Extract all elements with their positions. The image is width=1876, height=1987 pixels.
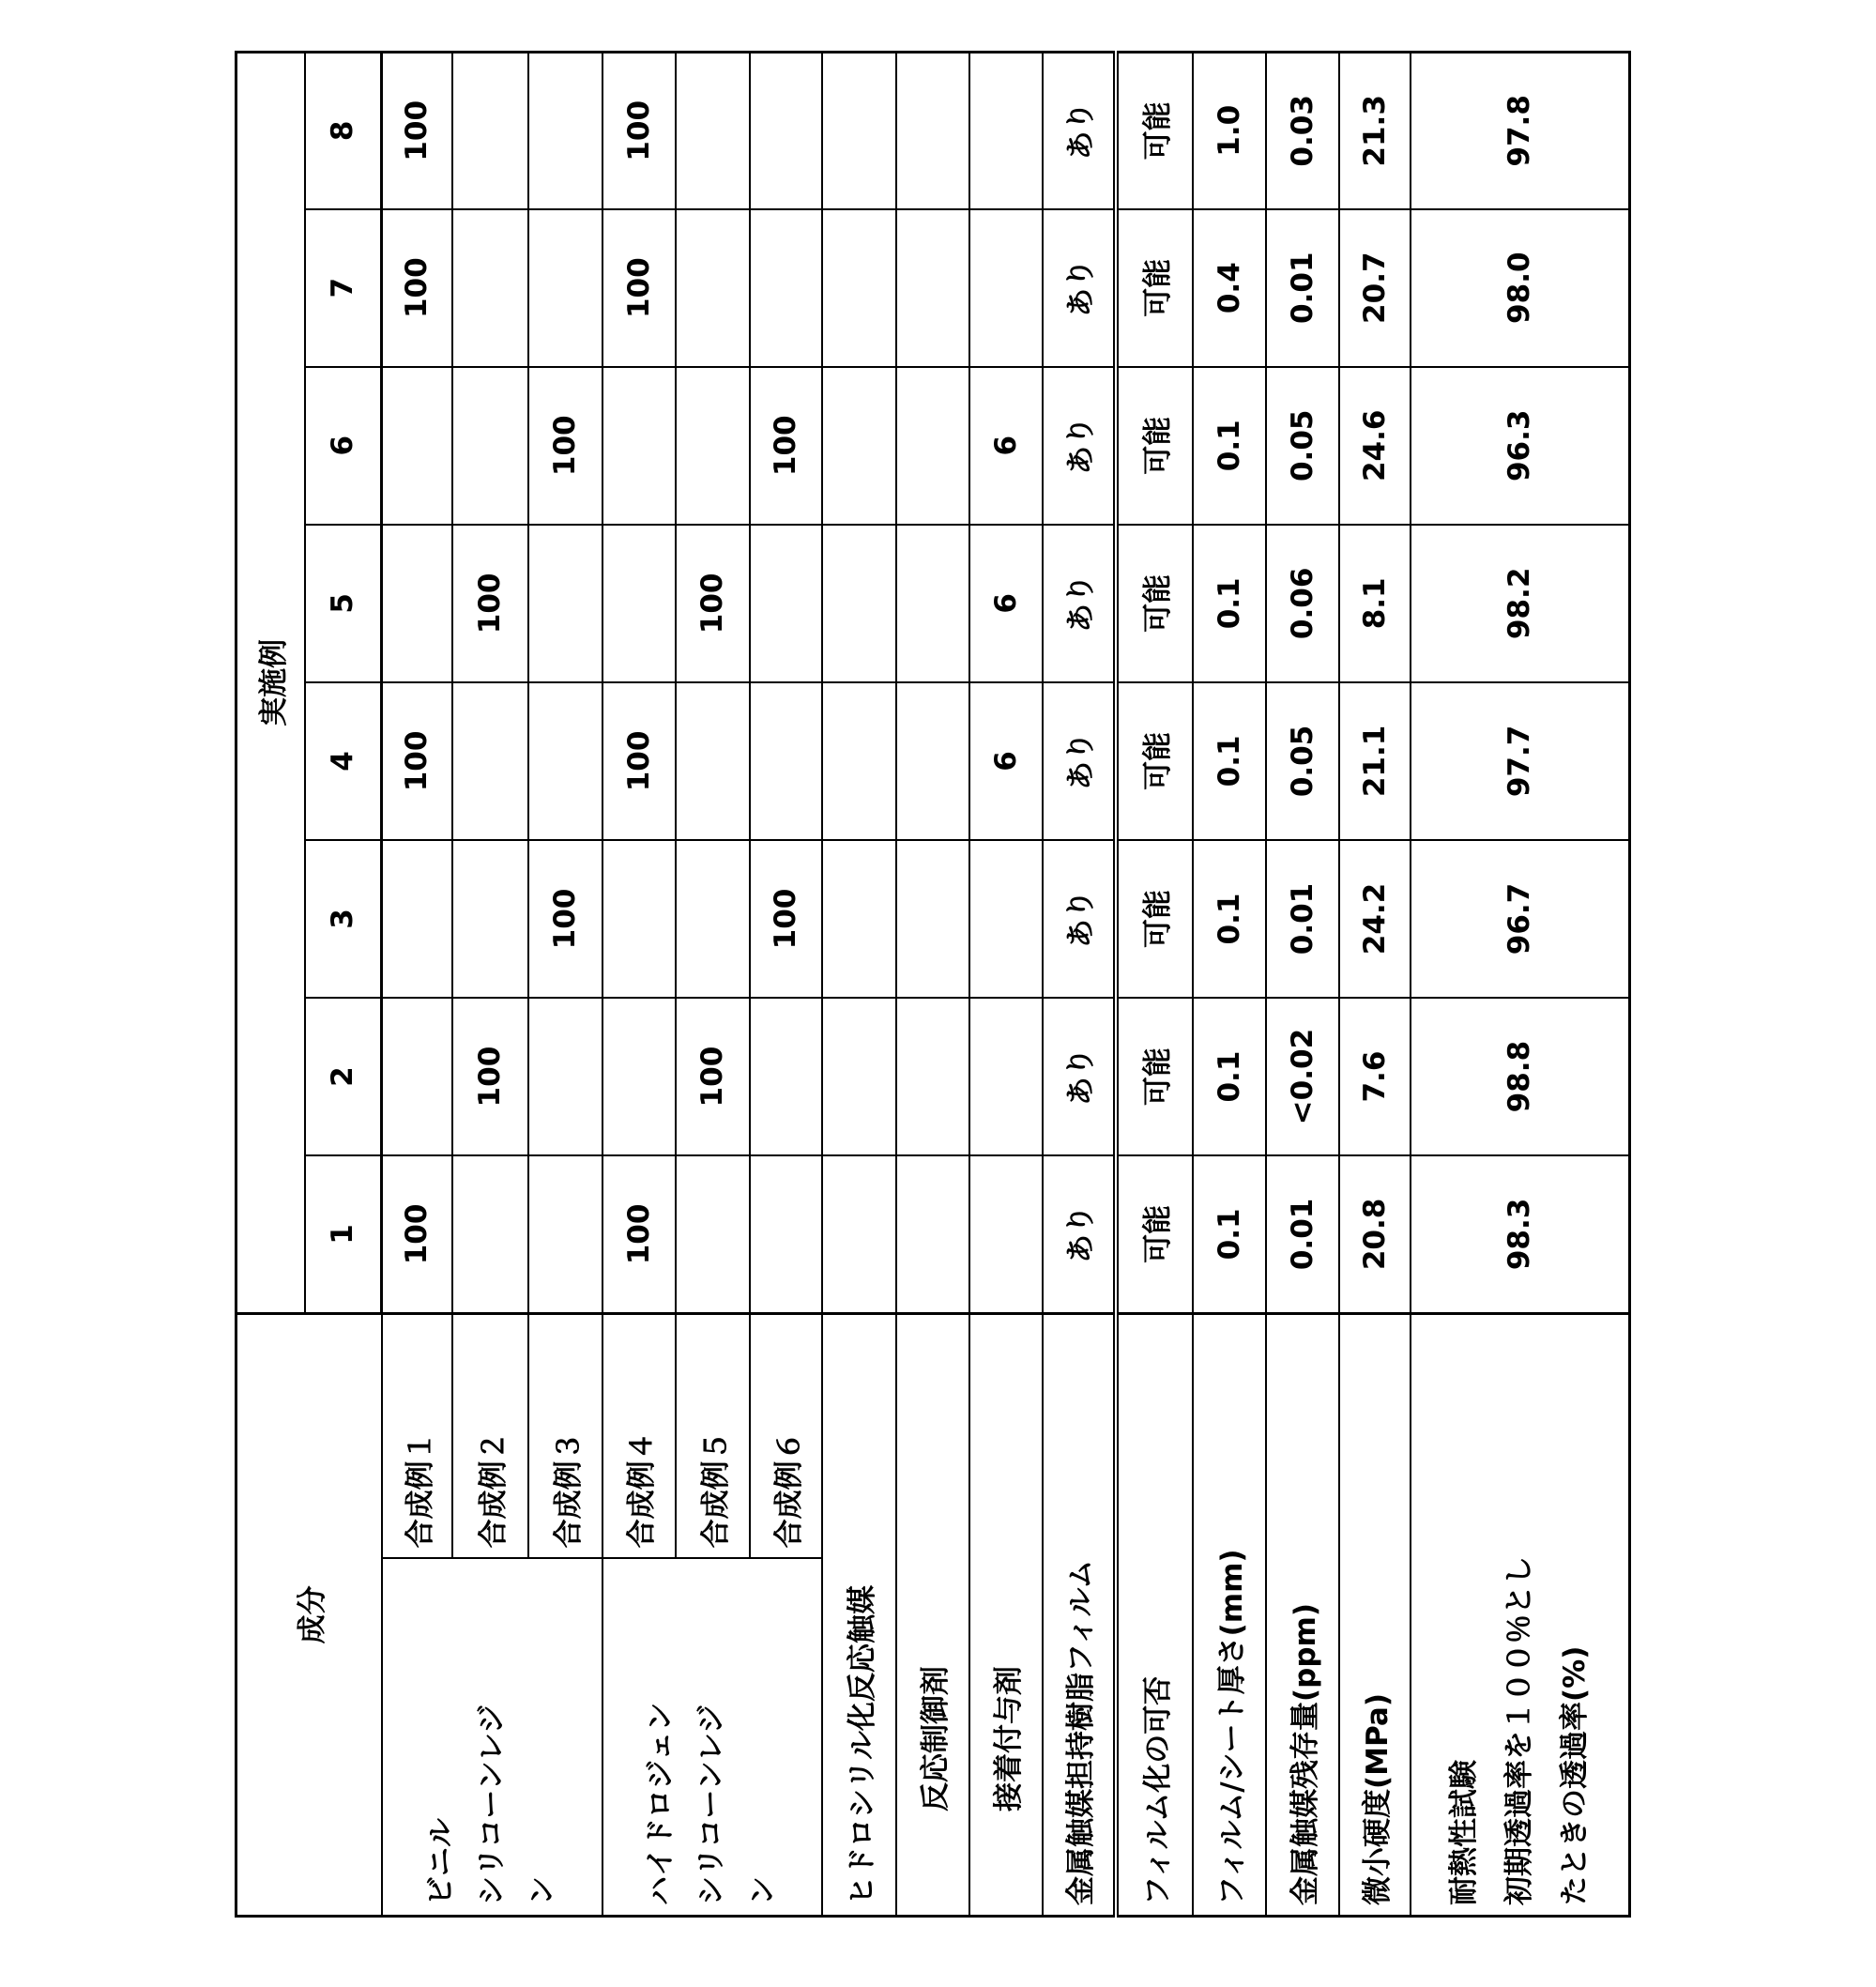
value-cell-example-1: 20.8 bbox=[1339, 1155, 1411, 1313]
value-cell-example-6: 可能 bbox=[1116, 367, 1193, 525]
row-label: 金属触媒担持樹脂フィルム bbox=[1043, 1313, 1116, 1916]
value-cell-example-4 bbox=[528, 682, 602, 840]
value-cell-example-2 bbox=[896, 998, 969, 1155]
value-cell-example-2: <0.02 bbox=[1266, 998, 1339, 1155]
row-label: フィルム/シート厚さ(mm) bbox=[1193, 1313, 1266, 1916]
value-cell-example-3 bbox=[969, 840, 1043, 998]
value-cell-example-3 bbox=[676, 840, 750, 998]
value-cell-example-2: あり bbox=[1043, 998, 1116, 1155]
value-cell-example-4: 21.1 bbox=[1339, 682, 1411, 840]
table-row bbox=[382, 53, 452, 1917]
value-cell-example-8: 97.8 bbox=[1411, 53, 1630, 209]
row-label: 耐熱性試験 初期透過率を１００％とし たときの透過率(%) bbox=[1411, 1313, 1630, 1916]
value-cell-example-7 bbox=[452, 209, 528, 367]
value-cell-example-4: あり bbox=[1043, 682, 1116, 840]
row-label: 合成例４ bbox=[602, 1313, 676, 1558]
value-cell-example-4: 97.7 bbox=[1411, 682, 1630, 840]
value-cell-example-2: 100 bbox=[452, 998, 528, 1155]
value-cell-example-8: 1.0 bbox=[1193, 53, 1266, 209]
value-cell-example-7 bbox=[676, 209, 750, 367]
value-cell-example-1 bbox=[676, 1155, 750, 1313]
value-cell-example-7 bbox=[528, 209, 602, 367]
value-cell-example-8 bbox=[528, 53, 602, 209]
value-cell-example-3: 100 bbox=[750, 840, 822, 998]
row-label: 合成例６ bbox=[750, 1313, 822, 1558]
value-cell-example-5: 0.06 bbox=[1266, 525, 1339, 682]
value-cell-example-3: 0.1 bbox=[1193, 840, 1266, 998]
header-row-1 bbox=[236, 53, 305, 1917]
value-cell-example-4: 6 bbox=[969, 682, 1043, 840]
value-cell-example-4: 100 bbox=[382, 682, 452, 840]
value-cell-example-5 bbox=[602, 525, 676, 682]
value-cell-example-7 bbox=[822, 209, 896, 367]
row-label: 反応制御剤 bbox=[896, 1313, 969, 1916]
value-cell-example-1 bbox=[896, 1155, 969, 1313]
row-label: 接着付与剤 bbox=[969, 1313, 1043, 1916]
value-cell-example-3 bbox=[382, 840, 452, 998]
value-cell-example-2 bbox=[750, 998, 822, 1155]
value-cell-example-6 bbox=[452, 367, 528, 525]
row-label: 微小硬度(MPa) bbox=[1339, 1313, 1411, 1916]
table-row bbox=[896, 53, 969, 1917]
example-number-7: 7 bbox=[305, 209, 382, 367]
row-label: 合成例２ bbox=[452, 1313, 528, 1558]
value-cell-example-5: 8.1 bbox=[1339, 525, 1411, 682]
value-cell-example-1: 100 bbox=[602, 1155, 676, 1313]
value-cell-example-2 bbox=[382, 998, 452, 1155]
value-cell-example-6 bbox=[896, 367, 969, 525]
value-cell-example-7: 0.01 bbox=[1266, 209, 1339, 367]
value-cell-example-8 bbox=[822, 53, 896, 209]
value-cell-example-6: 24.6 bbox=[1339, 367, 1411, 525]
example-number-6: 6 bbox=[305, 367, 382, 525]
value-cell-example-1 bbox=[969, 1155, 1043, 1313]
table-row bbox=[1193, 53, 1266, 1917]
value-cell-example-4 bbox=[750, 682, 822, 840]
value-cell-example-1: 100 bbox=[382, 1155, 452, 1313]
value-cell-example-8 bbox=[452, 53, 528, 209]
value-cell-example-2 bbox=[969, 998, 1043, 1155]
value-cell-example-3: 0.01 bbox=[1266, 840, 1339, 998]
value-cell-example-7: 100 bbox=[602, 209, 676, 367]
value-cell-example-2: 7.6 bbox=[1339, 998, 1411, 1155]
value-cell-example-2: 0.1 bbox=[1193, 998, 1266, 1155]
value-cell-example-6: 100 bbox=[750, 367, 822, 525]
value-cell-example-5: 100 bbox=[452, 525, 528, 682]
value-cell-example-3 bbox=[602, 840, 676, 998]
value-cell-example-6 bbox=[382, 367, 452, 525]
table-row bbox=[822, 53, 896, 1917]
row-label: フィルム化の可否 bbox=[1116, 1313, 1193, 1916]
value-cell-example-2: 可能 bbox=[1116, 998, 1193, 1155]
table-row bbox=[1411, 53, 1630, 1917]
value-cell-example-6: あり bbox=[1043, 367, 1116, 525]
value-cell-example-5: 98.2 bbox=[1411, 525, 1630, 682]
value-cell-example-4 bbox=[896, 682, 969, 840]
value-cell-example-6: 96.3 bbox=[1411, 367, 1630, 525]
value-cell-example-6: 0.1 bbox=[1193, 367, 1266, 525]
value-cell-example-6: 100 bbox=[528, 367, 602, 525]
value-cell-example-8: 100 bbox=[602, 53, 676, 209]
value-cell-example-8: 0.03 bbox=[1266, 53, 1339, 209]
value-cell-example-5 bbox=[822, 525, 896, 682]
value-cell-example-2 bbox=[822, 998, 896, 1155]
value-cell-example-4: 100 bbox=[602, 682, 676, 840]
value-cell-example-3: 96.7 bbox=[1411, 840, 1630, 998]
component-header: 成分 bbox=[236, 1313, 382, 1916]
value-cell-example-4 bbox=[452, 682, 528, 840]
rotated-table-container bbox=[235, 51, 1628, 1918]
value-cell-example-4 bbox=[676, 682, 750, 840]
value-cell-example-5 bbox=[382, 525, 452, 682]
row-label: 合成例３ bbox=[528, 1313, 602, 1558]
value-cell-example-3 bbox=[896, 840, 969, 998]
value-cell-example-1 bbox=[528, 1155, 602, 1313]
value-cell-example-5 bbox=[528, 525, 602, 682]
table-row bbox=[969, 53, 1043, 1917]
value-cell-example-3: 可能 bbox=[1116, 840, 1193, 998]
example-number-4: 4 bbox=[305, 682, 382, 840]
row-label: 金属触媒残存量(ppm) bbox=[1266, 1313, 1339, 1916]
value-cell-example-7: 100 bbox=[382, 209, 452, 367]
value-cell-example-6: 0.05 bbox=[1266, 367, 1339, 525]
example-number-8: 8 bbox=[305, 53, 382, 209]
value-cell-example-6 bbox=[822, 367, 896, 525]
value-cell-example-2: 100 bbox=[676, 998, 750, 1155]
value-cell-example-5: あり bbox=[1043, 525, 1116, 682]
value-cell-example-4: 0.1 bbox=[1193, 682, 1266, 840]
examples-header: 実施例 bbox=[236, 53, 305, 1314]
value-cell-example-8: あり bbox=[1043, 53, 1116, 209]
table-row bbox=[602, 53, 676, 1917]
value-cell-example-1 bbox=[750, 1155, 822, 1313]
value-cell-example-1 bbox=[822, 1155, 896, 1313]
row-label: ヒドロシリル化反応触媒 bbox=[822, 1313, 896, 1916]
value-cell-example-1: 98.3 bbox=[1411, 1155, 1630, 1313]
value-cell-example-7: 20.7 bbox=[1339, 209, 1411, 367]
value-cell-example-8 bbox=[896, 53, 969, 209]
value-cell-example-8 bbox=[676, 53, 750, 209]
row-label: 合成例１ bbox=[382, 1313, 452, 1558]
value-cell-example-1: 0.1 bbox=[1193, 1155, 1266, 1313]
value-cell-example-8: 可能 bbox=[1116, 53, 1193, 209]
value-cell-example-7 bbox=[969, 209, 1043, 367]
value-cell-example-6 bbox=[676, 367, 750, 525]
value-cell-example-7: 可能 bbox=[1116, 209, 1193, 367]
value-cell-example-4 bbox=[822, 682, 896, 840]
table-row bbox=[1116, 53, 1193, 1917]
group-hydrogen-silicone-resin: ハイドロジェン シリコーンレジ ン bbox=[602, 1558, 822, 1916]
value-cell-example-7: 0.4 bbox=[1193, 209, 1266, 367]
row-label: 合成例５ bbox=[676, 1313, 750, 1558]
value-cell-example-5: 可能 bbox=[1116, 525, 1193, 682]
value-cell-example-7: あり bbox=[1043, 209, 1116, 367]
value-cell-example-1: あり bbox=[1043, 1155, 1116, 1313]
value-cell-example-2: 98.8 bbox=[1411, 998, 1630, 1155]
value-cell-example-4: 可能 bbox=[1116, 682, 1193, 840]
table-row bbox=[1266, 53, 1339, 1917]
value-cell-example-3 bbox=[452, 840, 528, 998]
example-number-3: 3 bbox=[305, 840, 382, 998]
results-table bbox=[235, 51, 1631, 1918]
value-cell-example-3: 24.2 bbox=[1339, 840, 1411, 998]
example-number-5: 5 bbox=[305, 525, 382, 682]
value-cell-example-6: 6 bbox=[969, 367, 1043, 525]
value-cell-example-4: 0.05 bbox=[1266, 682, 1339, 840]
example-number-2: 2 bbox=[305, 998, 382, 1155]
value-cell-example-3: 100 bbox=[528, 840, 602, 998]
value-cell-example-5 bbox=[896, 525, 969, 682]
value-cell-example-3 bbox=[822, 840, 896, 998]
value-cell-example-1: 0.01 bbox=[1266, 1155, 1339, 1313]
value-cell-example-3: あり bbox=[1043, 840, 1116, 998]
value-cell-example-8: 21.3 bbox=[1339, 53, 1411, 209]
value-cell-example-2 bbox=[528, 998, 602, 1155]
value-cell-example-5: 0.1 bbox=[1193, 525, 1266, 682]
table-row bbox=[1339, 53, 1411, 1917]
value-cell-example-7: 98.0 bbox=[1411, 209, 1630, 367]
value-cell-example-7 bbox=[896, 209, 969, 367]
value-cell-example-1: 可能 bbox=[1116, 1155, 1193, 1313]
value-cell-example-1 bbox=[452, 1155, 528, 1313]
table-row bbox=[1043, 53, 1116, 1917]
example-number-1: 1 bbox=[305, 1155, 382, 1313]
value-cell-example-5: 6 bbox=[969, 525, 1043, 682]
value-cell-example-8 bbox=[969, 53, 1043, 209]
value-cell-example-5 bbox=[750, 525, 822, 682]
value-cell-example-8 bbox=[750, 53, 822, 209]
value-cell-example-6 bbox=[602, 367, 676, 525]
group-vinyl-silicone-resin: ビニル シリコーンレジ ン bbox=[382, 1558, 602, 1916]
value-cell-example-7 bbox=[750, 209, 822, 367]
value-cell-example-5: 100 bbox=[676, 525, 750, 682]
value-cell-example-2 bbox=[602, 998, 676, 1155]
value-cell-example-8: 100 bbox=[382, 53, 452, 209]
